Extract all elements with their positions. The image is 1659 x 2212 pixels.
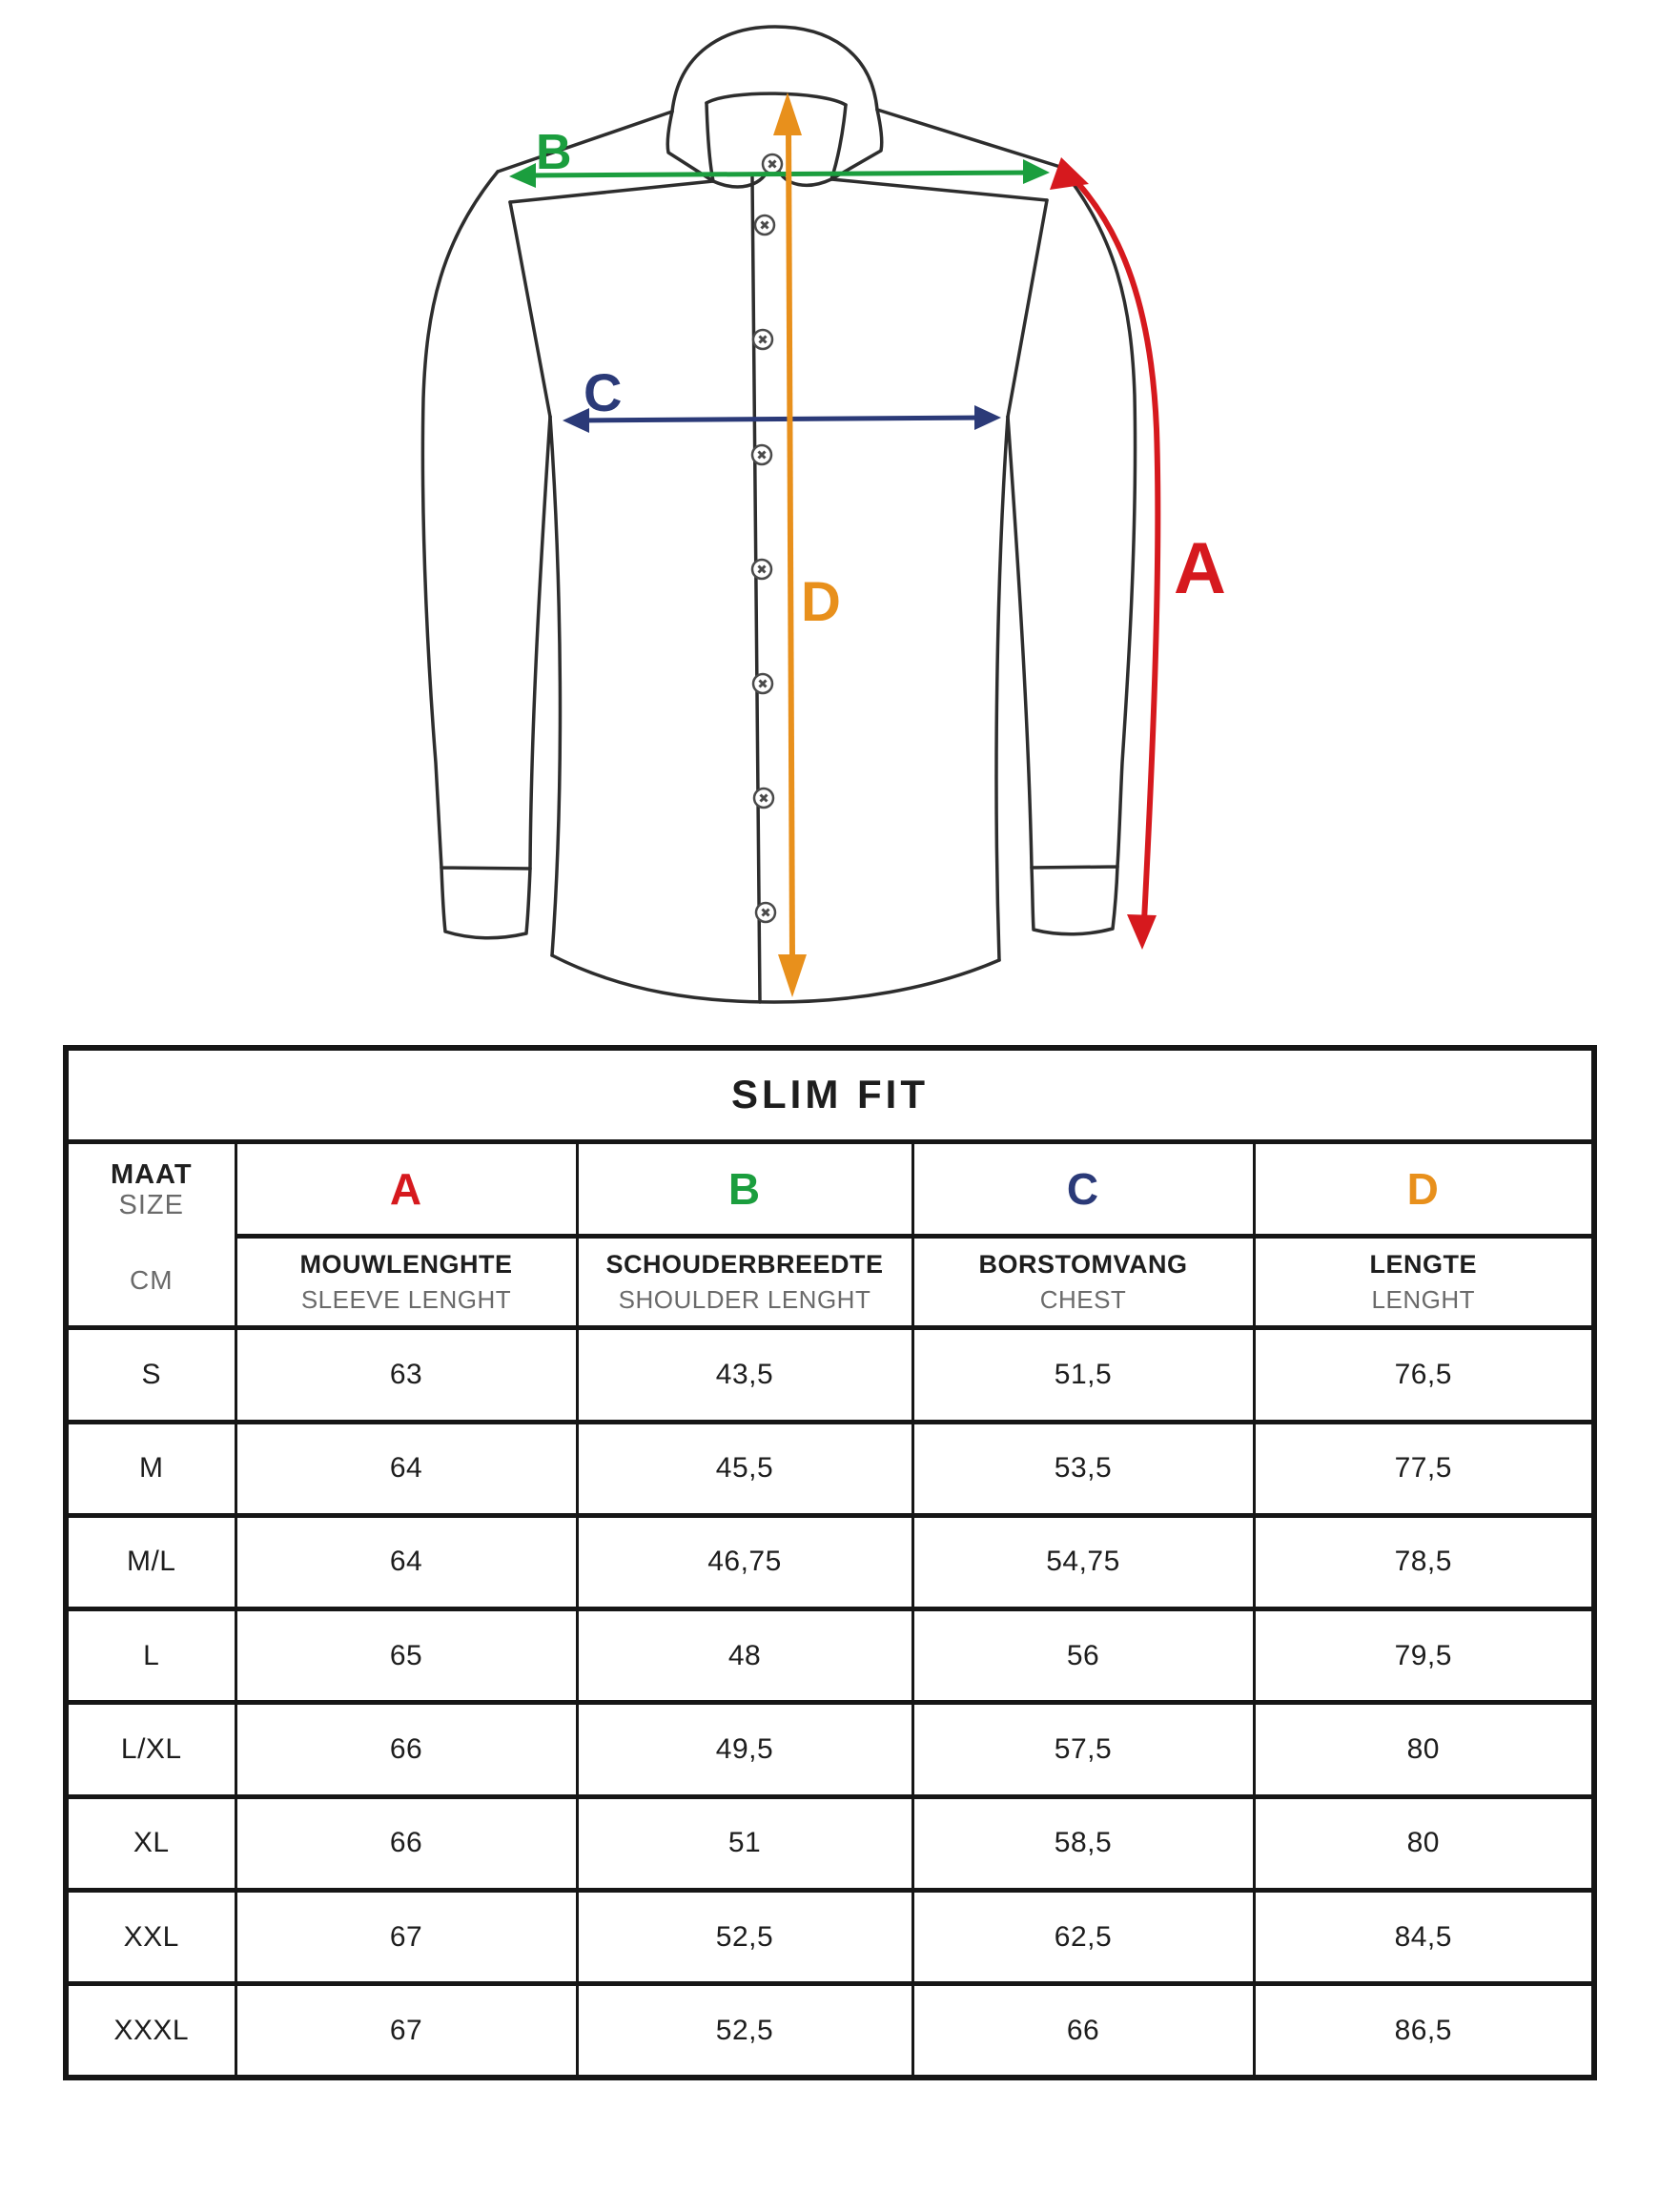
label-d: D: [801, 571, 841, 633]
column-letter-b: B: [577, 1141, 912, 1236]
collar-outer: [672, 27, 877, 112]
table-row-ml: [66, 1515, 1594, 1608]
shirt-button: [752, 445, 771, 464]
shirt-button: [753, 674, 772, 693]
collar-left-wing: [707, 103, 713, 181]
value-d: 76,5: [1254, 1328, 1594, 1422]
arrow-b-line: [526, 173, 1034, 175]
value-c: 57,5: [912, 1703, 1254, 1796]
sleeve-right-inner: [1008, 417, 1032, 868]
value-a: 66: [236, 1796, 577, 1890]
column-letter-a: A: [236, 1141, 577, 1236]
value-d: 84,5: [1254, 1890, 1594, 1983]
value-d: 80: [1254, 1703, 1594, 1796]
size-label: L/XL: [66, 1703, 236, 1796]
corner-maat-size: [69, 1144, 235, 1236]
arrow-a-head-top: [1050, 157, 1089, 190]
column-name-c: [912, 1237, 1254, 1328]
column-letter-d: D: [1254, 1141, 1594, 1236]
column-name-a-en: SLEEVE LENGHT: [300, 1284, 512, 1314]
yoke-right-lower: [831, 179, 1047, 200]
collar-inner-fold: [707, 93, 846, 105]
value-a: 67: [236, 1890, 577, 1983]
column-letter-c: C: [912, 1141, 1254, 1236]
yoke-right-upper: [877, 110, 1060, 167]
hem: [552, 955, 999, 1002]
column-name-c-nl: BORSTOMVANG: [978, 1249, 1188, 1279]
size-label: XXL: [66, 1890, 236, 1983]
body-right-side: [996, 417, 1008, 960]
arrow-c-line: [578, 418, 986, 420]
value-b: 51: [577, 1796, 912, 1890]
value-c: 62,5: [912, 1890, 1254, 1983]
size-table: [63, 1045, 1597, 2080]
size-label: S: [66, 1328, 236, 1422]
corner-label-cm: CM: [129, 1265, 174, 1296]
value-c: 56: [912, 1609, 1254, 1703]
shirt-button: [753, 330, 772, 349]
column-name-b-nl: SCHOUDERBREEDTE: [605, 1249, 884, 1279]
corner-header-cell: [66, 1141, 236, 1328]
shirt-button: [752, 560, 771, 579]
column-name-d-nl: LENGTE: [1369, 1249, 1478, 1279]
value-a: 63: [236, 1328, 577, 1422]
label-a: A: [1174, 528, 1226, 609]
column-name-b: [577, 1237, 912, 1328]
table-letters-row: [66, 1141, 1594, 1236]
shirt-button: [754, 789, 773, 808]
label-b: B: [536, 125, 572, 180]
shirt-button: [763, 154, 782, 174]
value-c: 58,5: [912, 1796, 1254, 1890]
table-title-row: [66, 1048, 1594, 1141]
column-name-a-nl: MOUWLENGHTE: [299, 1249, 513, 1279]
column-name-d-en: LENGHT: [1371, 1284, 1475, 1314]
measure-arrow-d: [773, 92, 841, 997]
arrow-a-curve: [1067, 172, 1157, 921]
table-row-xxl: [66, 1890, 1594, 1983]
value-d: 78,5: [1254, 1515, 1594, 1608]
size-label: L: [66, 1609, 236, 1703]
value-d: 79,5: [1254, 1609, 1594, 1703]
value-a: 65: [236, 1609, 577, 1703]
armhole-left: [510, 202, 550, 417]
value-b: 45,5: [577, 1422, 912, 1515]
value-d: 77,5: [1254, 1422, 1594, 1515]
value-a: 64: [236, 1422, 577, 1515]
size-label: XL: [66, 1796, 236, 1890]
cuff-right: [1032, 867, 1117, 934]
table-row-xxxl: [66, 1984, 1594, 2078]
value-a: 64: [236, 1515, 577, 1608]
value-d: 86,5: [1254, 1984, 1594, 2078]
column-name-c-en: CHEST: [1039, 1284, 1127, 1314]
value-c: 53,5: [912, 1422, 1254, 1515]
shirt-diagram: [0, 0, 1659, 1030]
value-c: 54,75: [912, 1515, 1254, 1608]
shirt-button: [755, 215, 774, 235]
body-left-side: [550, 417, 560, 955]
table-title: SLIM FIT: [66, 1048, 1594, 1141]
table-names-row: [66, 1237, 1594, 1328]
corner-label-size: SIZE: [118, 1190, 184, 1221]
measure-arrow-a: [1050, 157, 1226, 950]
sleeve-right-outer: [1060, 167, 1136, 867]
table-row-xl: [66, 1796, 1594, 1890]
column-name-d: [1254, 1237, 1594, 1328]
size-label: M: [66, 1422, 236, 1515]
value-b: 49,5: [577, 1703, 912, 1796]
table-row-l: [66, 1609, 1594, 1703]
collar-right-wing: [831, 105, 846, 179]
value-b: 48: [577, 1609, 912, 1703]
arrow-d-line: [789, 130, 792, 959]
table-row-lxl: [66, 1703, 1594, 1796]
placket-line: [752, 177, 760, 1002]
yoke-left-lower: [510, 181, 713, 202]
value-c: 51,5: [912, 1328, 1254, 1422]
arrow-a-head-bottom: [1127, 914, 1157, 950]
sleeve-left-inner: [530, 417, 550, 869]
arrow-c-head-right: [974, 405, 1001, 430]
table-row-m: [66, 1422, 1594, 1515]
measure-arrow-c: [563, 362, 1001, 433]
value-a: 67: [236, 1984, 577, 2078]
arrow-d-head-top: [773, 92, 802, 135]
value-b: 52,5: [577, 1890, 912, 1983]
value-b: 43,5: [577, 1328, 912, 1422]
column-name-a: [236, 1237, 577, 1328]
sleeve-left-outer: [422, 172, 498, 868]
cuff-left: [441, 868, 530, 938]
size-label: M/L: [66, 1515, 236, 1608]
value-a: 66: [236, 1703, 577, 1796]
size-label: XXXL: [66, 1984, 236, 2078]
table-row-s: [66, 1328, 1594, 1422]
value-b: 46,75: [577, 1515, 912, 1608]
value-b: 52,5: [577, 1984, 912, 2078]
yoke-left-upper: [498, 112, 672, 172]
value-c: 66: [912, 1984, 1254, 2078]
corner-label-maat: MAAT: [110, 1158, 193, 1190]
armhole-right: [1008, 200, 1047, 417]
label-c: C: [584, 362, 623, 422]
shirt-button: [756, 903, 775, 922]
arrow-d-head-bottom: [778, 954, 807, 997]
value-d: 80: [1254, 1796, 1594, 1890]
column-name-b-en: SHOULDER LENGHT: [618, 1284, 871, 1314]
